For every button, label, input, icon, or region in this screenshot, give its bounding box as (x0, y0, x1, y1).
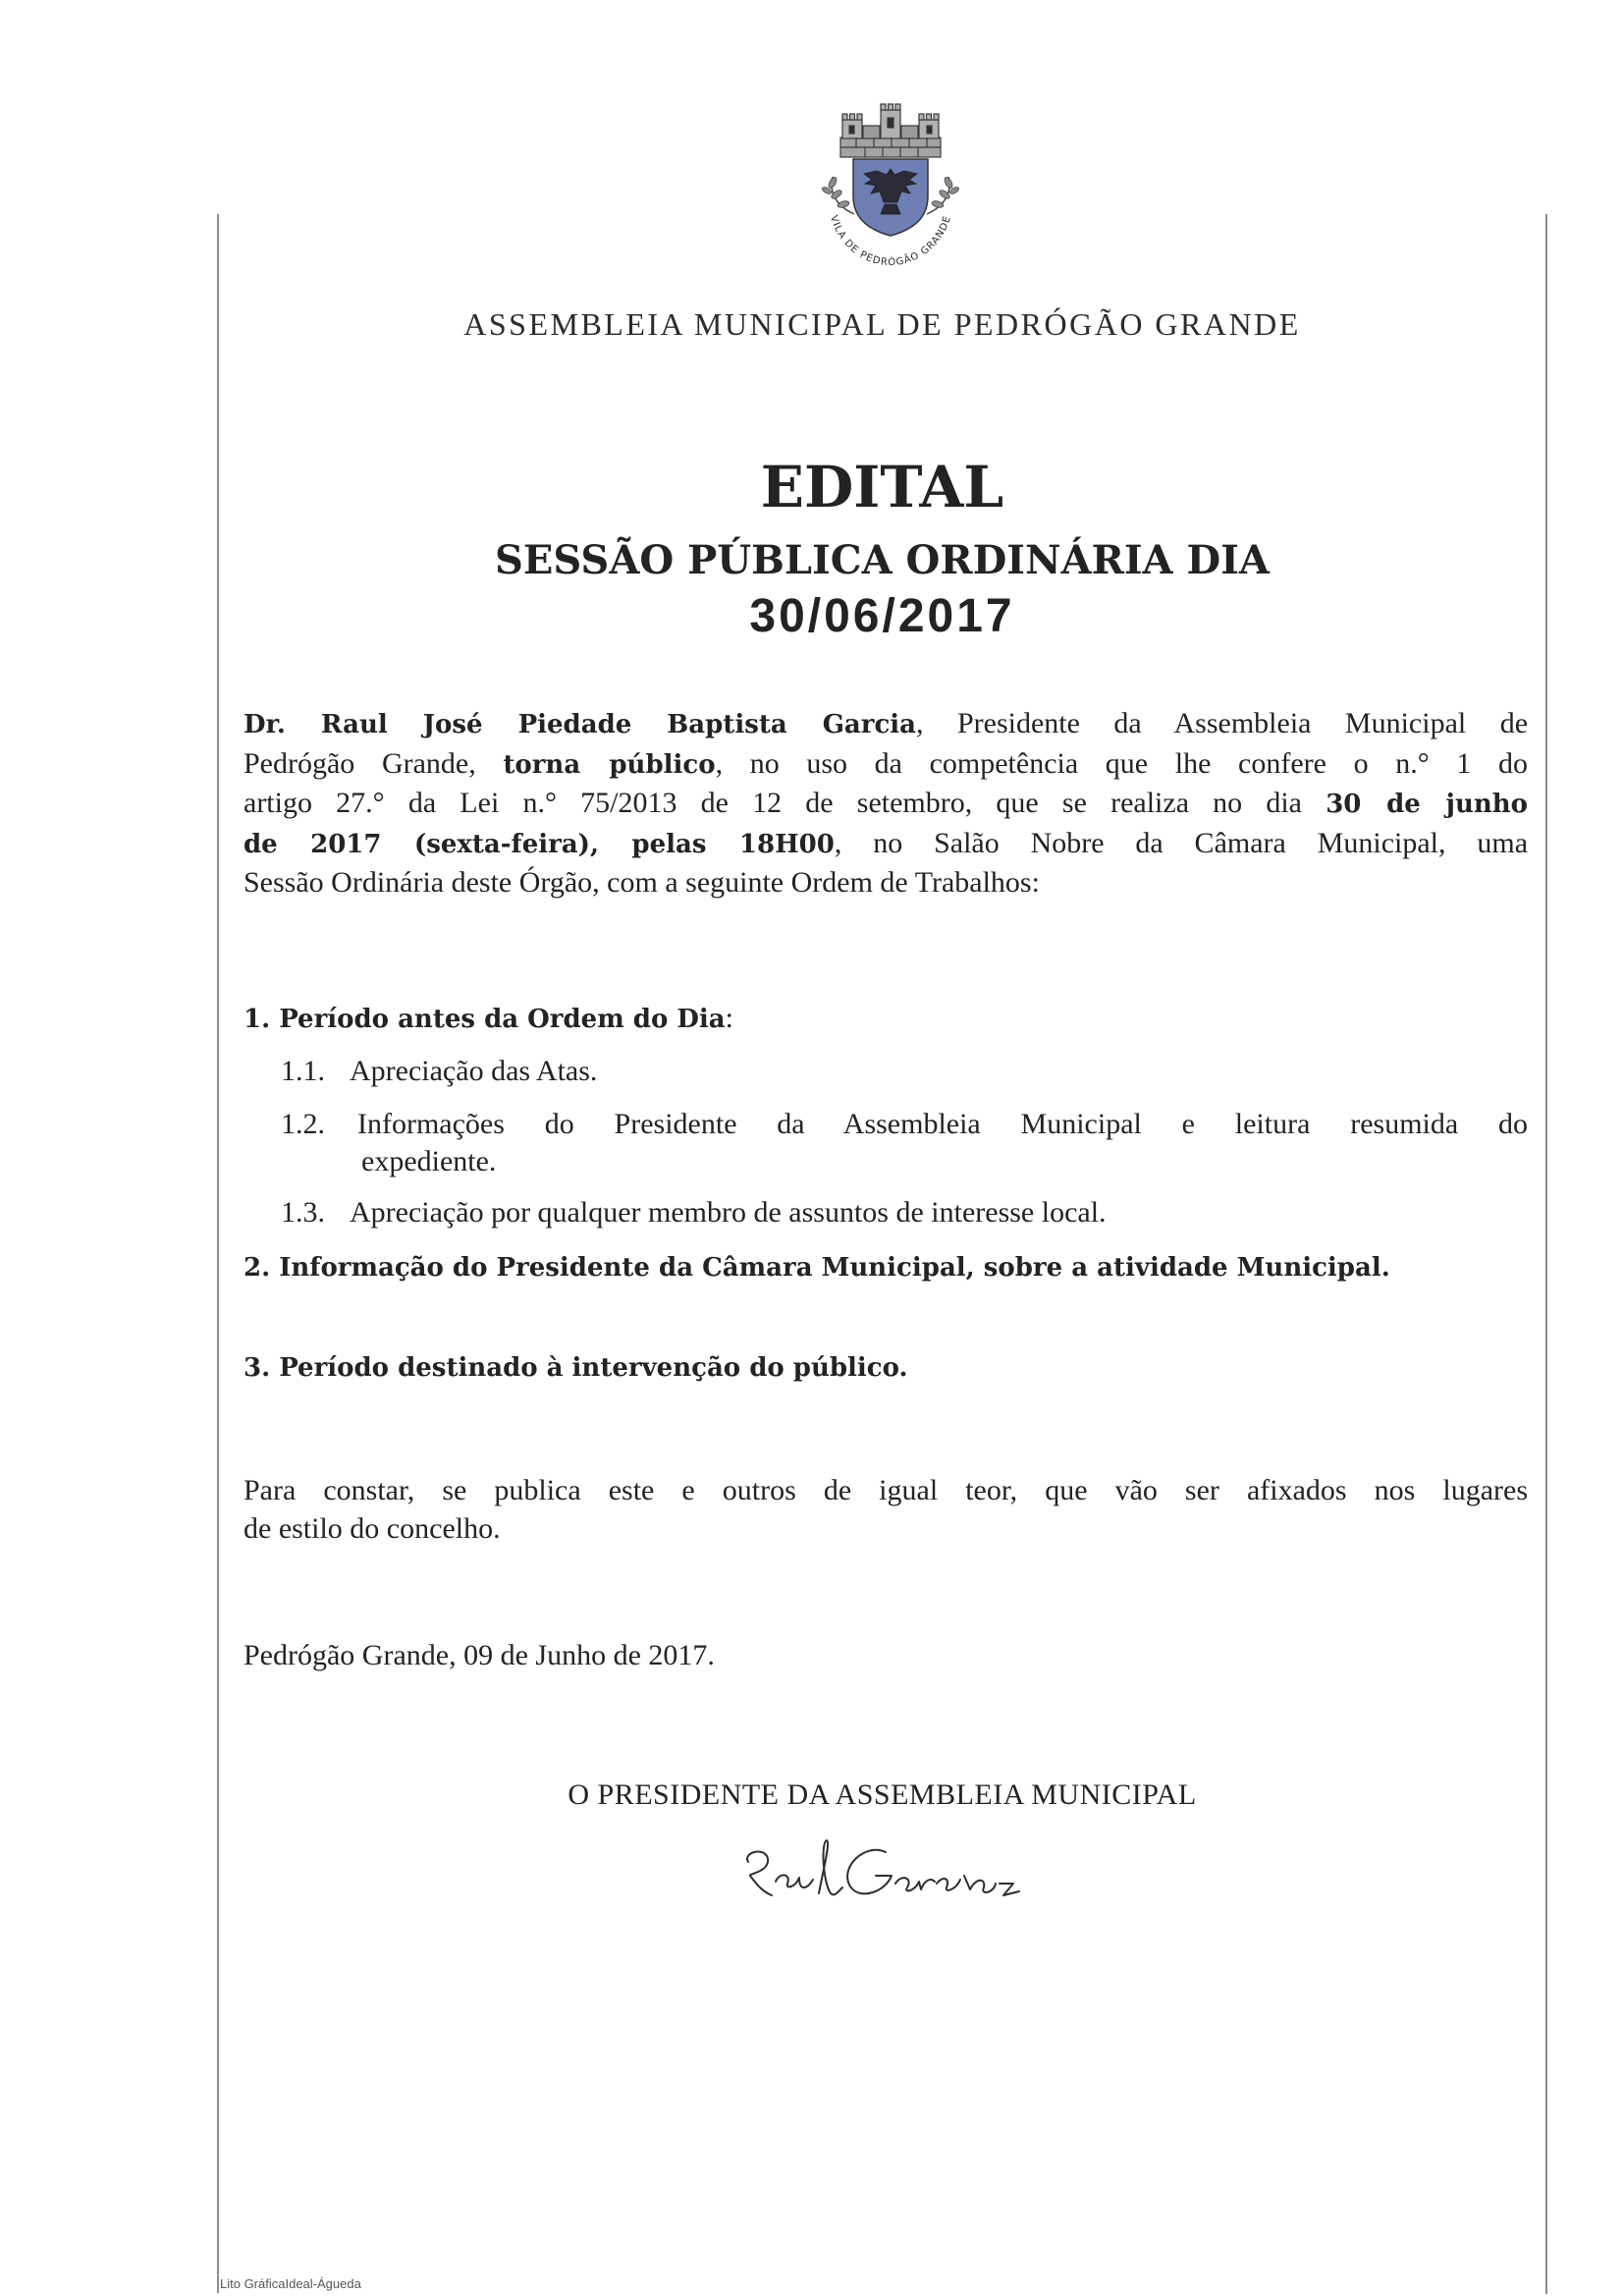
agenda-item-label: 3. Período destinado à intervenção do público. (243, 1353, 908, 1383)
assembly-header: ASSEMBLEIA MUNICIPAL DE PEDRÓGÃO GRANDE (463, 306, 1301, 342)
intro-bold-text: de 2017 (sexta-feira), pelas 18H00 (243, 829, 835, 859)
intro-line (243, 704, 1528, 744)
agenda-item-label: 1. Período antes da Ordem do Dia (243, 1005, 726, 1034)
intro-text: Sessão Ordinária deste Órgão, com a seguinte Ordem de Trabalhos: (243, 866, 1040, 899)
intro-text: , Presidente da Assembleia Municipal de (916, 707, 1529, 739)
subitem-text: Apreciação das Atas. (350, 1055, 598, 1087)
crest-ribbon-text: VILA DE PEDRÓGÃO GRANDE (828, 214, 953, 269)
intro-line (243, 863, 1528, 903)
intro-line (243, 784, 1528, 824)
subitem-number: 1.1. (281, 1055, 325, 1087)
intro-text: Pedrógão Grande, (243, 746, 504, 780)
agenda-item-label: 2. Informação do Presidente da Câmara Municipal, sobre a atividade Municipal. (243, 1253, 1390, 1283)
handwritten-signature (727, 1832, 1031, 1916)
intro-bold-text: 30 de junho (1325, 790, 1529, 819)
printer-credit: Lito GráficaIdeal-Águeda (220, 2276, 361, 2291)
municipal-coat-of-arms-icon (807, 98, 974, 280)
edital-title: EDITAL (760, 454, 1004, 520)
laurel-branch-left (821, 176, 854, 214)
intro-bold-text: torna público (503, 749, 716, 780)
edital-date: 30/06/2017 (749, 590, 1015, 642)
subitem-number: 1.2. (281, 1108, 325, 1140)
intro-text: , no Salão Nobre da Câmara Municipal, uma (834, 826, 1529, 859)
intro-line (243, 824, 1528, 864)
closing-line: de estilo do concelho. (243, 1512, 501, 1545)
intro-text: artigo 27.° da Lei n.° 75/2013 de 12 de setembro, que se realiza no dia (243, 787, 1326, 819)
subitem-text-continuation: expediente. (361, 1145, 497, 1177)
edital-subtitle: SESSÃO PÚBLICA ORDINÁRIA DIA (495, 537, 1270, 583)
subitem-text: Apreciação por qualquer membro de assuntos de interesse local. (350, 1196, 1107, 1229)
place-date: Pedrógão Grande, 09 de Junho de 2017. (243, 1639, 715, 1671)
agenda-item-2 (243, 1247, 1390, 1286)
mural-crown (840, 104, 941, 157)
intro-bold-text: Dr. Raul José Piedade Baptista Garcia (243, 710, 917, 739)
agenda-item-1 (243, 999, 733, 1038)
intro-paragraph (243, 704, 1528, 903)
intro-line (243, 744, 1528, 785)
subitem-number: 1.3. (281, 1196, 325, 1229)
agenda-item-suffix: : (725, 1002, 733, 1034)
laurel-branch-right (927, 176, 960, 214)
subitem-text: Informações do Presidente da Assembleia Municipal e leitura resumida do (357, 1108, 1528, 1140)
right-margin-rule (1545, 214, 1547, 2294)
signature-title: O PRESIDENTE DA ASSEMBLEIA MUNICIPAL (568, 1778, 1197, 1811)
closing-line: Para constar, se publica este e outros de igual teor, que vão ser afixados nos lugares (243, 1474, 1528, 1506)
intro-text: , no uso da competência que lhe confere o n.° 1 do (715, 746, 1529, 780)
left-margin-rule (217, 214, 219, 2293)
agenda-item-3 (243, 1347, 908, 1387)
